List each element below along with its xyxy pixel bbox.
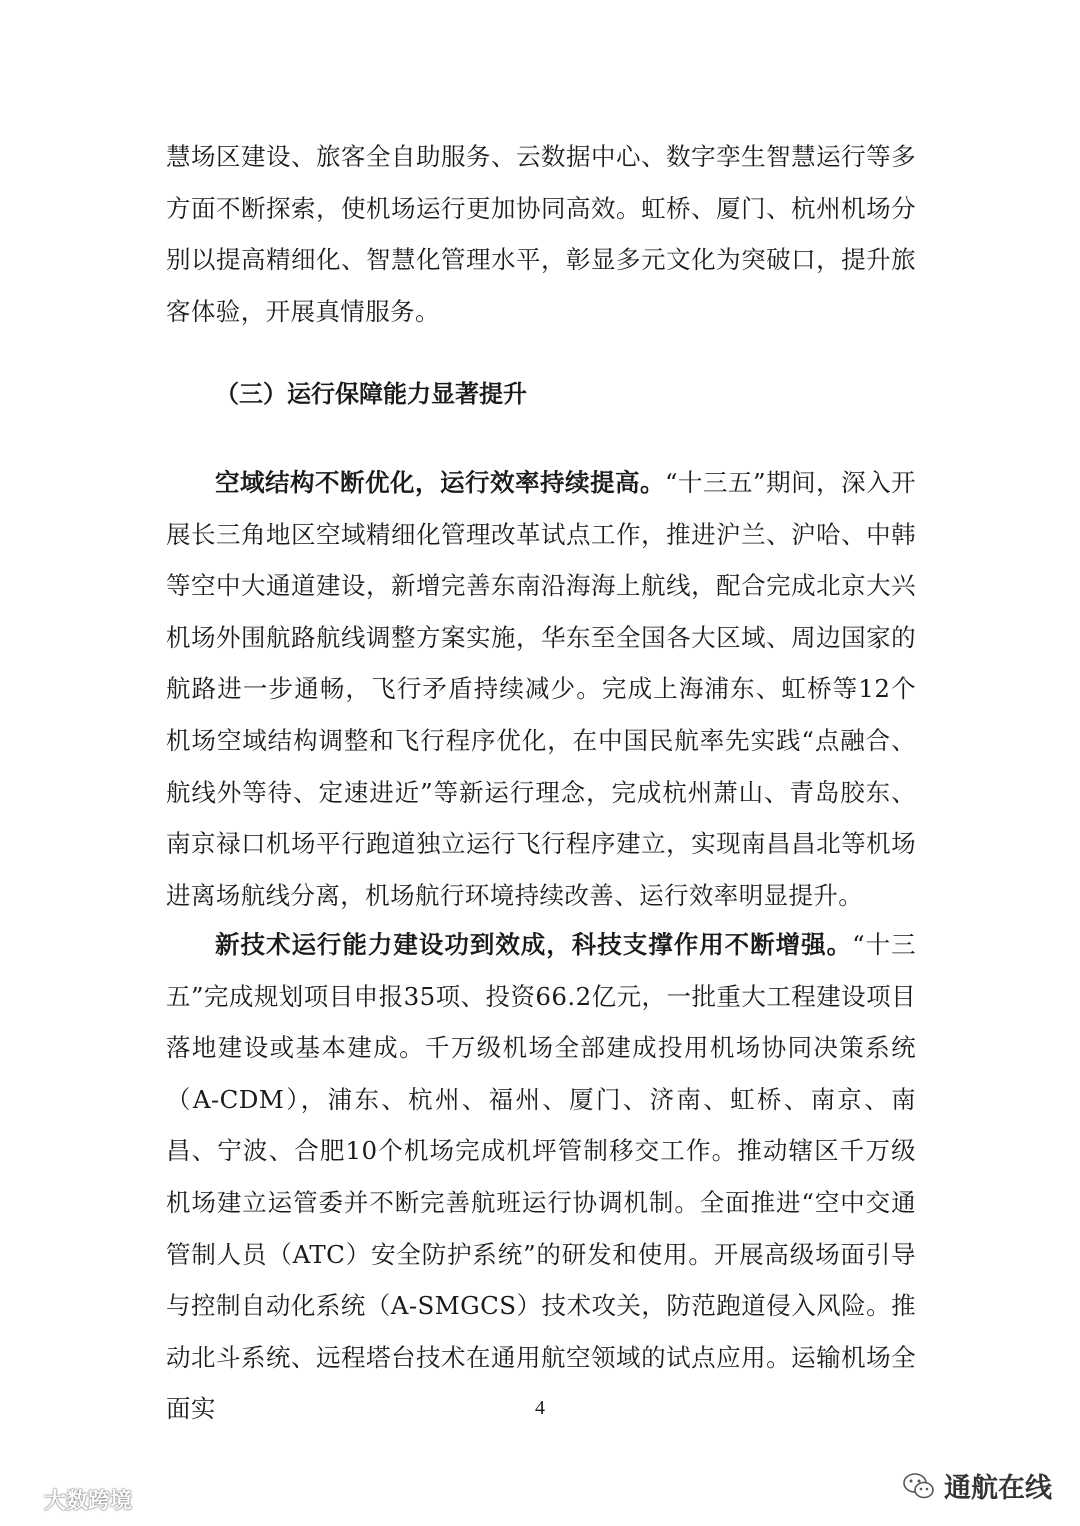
paragraph-technology bbox=[166, 919, 916, 1435]
paragraph-body: “十三五”期间，深入开展长三角地区空域精细化管理改革试点工作，推进沪兰、沪哈、中韩等空中大通道建设，新增完善东南沿海海上航线，配合完成北京大兴机场外围航路航线调整方案实施，华东至全国各大区域、周边国家的航路进一步通畅，飞行矛盾持续减少。完成上海浦东、虹桥等12个机场空域结构调整和飞行程序优化，在中国民航率先实践“点融合、航线外等待、定速进近”等新运行理念，完成杭州萧山、青岛胶东、南京禄口机场平行跑道独立运行飞行程序建立，实现南昌昌北等机场进离场航线分离，机场航行环境持续改善、运行效率明显提升。 bbox=[166, 468, 916, 910]
page-number: 4 bbox=[535, 1397, 545, 1419]
wechat-icon bbox=[902, 1471, 936, 1501]
paragraph-text: 慧场区建设、旅客全自助服务、云数据中心、数字孪生智慧运行等多方面不断探索，使机场运行更加协同高效。虹桥、厦门、杭州机场分别以提高精细化、智慧化管理水平，彰显多元文化为突破口，提升旅客体验，开展真情服务。 bbox=[166, 142, 916, 326]
watermark-left bbox=[6, 1484, 132, 1515]
watermark-right bbox=[902, 1466, 1052, 1505]
paragraph-lead: 新技术运行能力建设功到效成，科技支撑作用不断增强。 bbox=[215, 930, 853, 959]
watermark-right-text: 通航在线 bbox=[944, 1473, 1052, 1504]
paragraph-airspace bbox=[166, 457, 916, 921]
watermark-left-text: 大数跨境 bbox=[44, 1489, 133, 1514]
weibo-icon bbox=[6, 1487, 40, 1513]
paragraph-body: “十三五”完成规划项目申报35项、投资66.2亿元，一批重大工程建设项目落地建设或基本建成。千万级机场全部建成投用机场协同决策系统（A-CDM），浦东、杭州、福州、厦门、济南、虹桥、南京、南昌、宁波、合肥10个机场完成机坪管制移交工作。推动辖区千万级机场建立运管委并不断完善航班运行协调机制。全面推进“空中交通管制人员（ATC）安全防护系统”的研发和使用。开展高级场面引导与控制自动化系统（A-SMGCS）技术攻关，防范跑道侵入风险。推动北斗系统、远程塔台技术在通用航空领域的试点应用。运输机场全面实 bbox=[166, 930, 917, 1424]
section-heading: （三）运行保障能力显著提升 bbox=[215, 380, 527, 408]
paragraph-lead: 空域结构不断优化，运行效率持续提高。 bbox=[215, 468, 666, 497]
paragraph-airport-services bbox=[166, 131, 916, 337]
